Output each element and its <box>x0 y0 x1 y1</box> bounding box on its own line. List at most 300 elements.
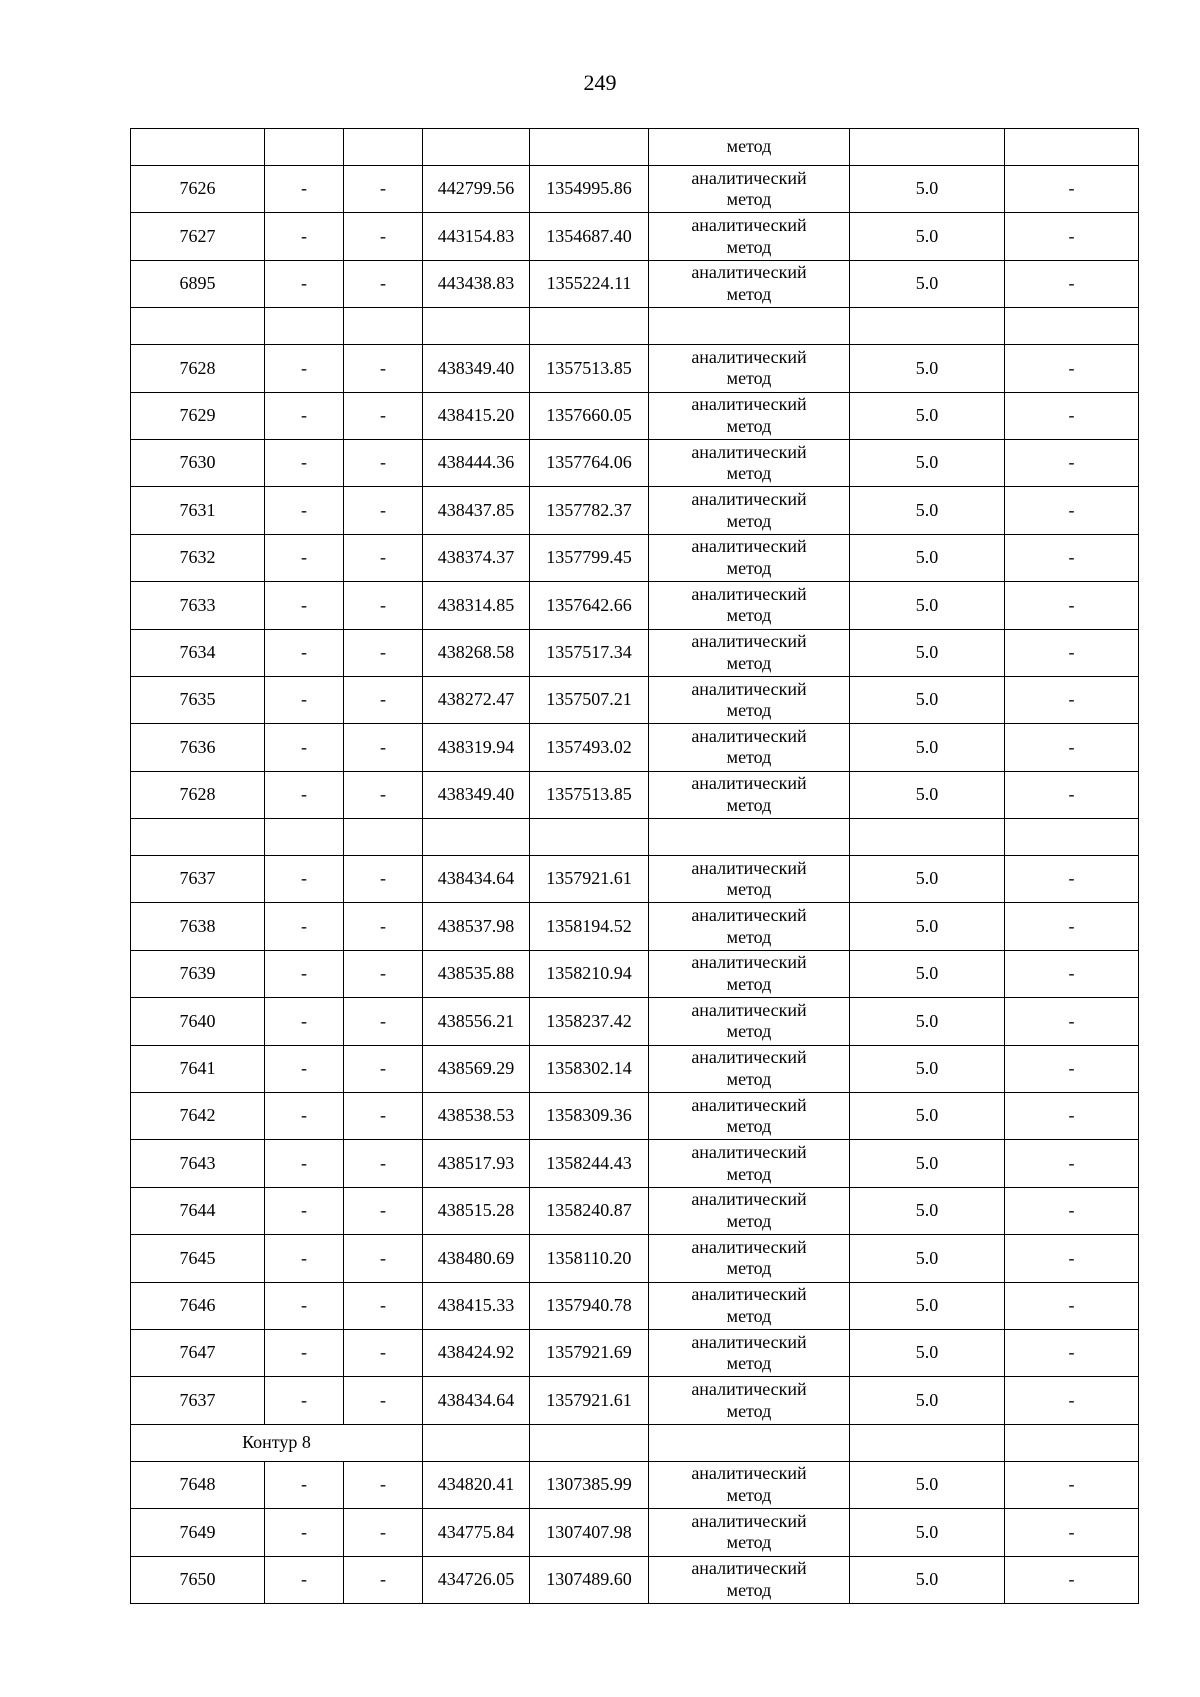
dash-cell: - <box>344 487 423 534</box>
table-row <box>131 1140 1139 1187</box>
method-line: аналитический <box>691 1378 807 1399</box>
method-cell <box>649 260 850 307</box>
point-id-cell: 7628 <box>131 771 265 818</box>
y-coordinate-cell: 1357921.69 <box>530 1329 649 1376</box>
y-coordinate-cell: 1307407.98 <box>530 1509 649 1556</box>
y-coordinate-cell: 1357799.45 <box>530 534 649 581</box>
dash-cell: - <box>265 903 344 950</box>
y-coordinate-cell: 1358302.14 <box>530 1045 649 1092</box>
point-id-cell: 7648 <box>131 1461 265 1508</box>
point-id-cell: 7637 <box>131 856 265 903</box>
method-cell <box>649 629 850 676</box>
dash-cell: - <box>344 392 423 439</box>
table-cell <box>530 129 649 166</box>
y-coordinate-cell: 1307385.99 <box>530 1461 649 1508</box>
accuracy-cell: 5.0 <box>850 771 1005 818</box>
dash-cell: - <box>1005 345 1139 392</box>
y-coordinate-cell: 1358244.43 <box>530 1140 649 1187</box>
x-coordinate-cell: 443438.83 <box>423 260 530 307</box>
point-id-cell: 7627 <box>131 213 265 260</box>
dash-cell: - <box>265 534 344 581</box>
method-line: метод <box>726 1116 772 1137</box>
accuracy-cell: 5.0 <box>850 1187 1005 1234</box>
point-id-cell: 7638 <box>131 903 265 950</box>
dash-cell: - <box>344 345 423 392</box>
method-line: метод <box>726 1305 772 1326</box>
accuracy-cell: 5.0 <box>850 392 1005 439</box>
dash-cell: - <box>265 166 344 213</box>
method-cell <box>649 1187 850 1234</box>
dash-cell: - <box>265 1461 344 1508</box>
table-row <box>131 1235 1139 1282</box>
method-line: метод <box>726 510 772 531</box>
accuracy-cell: 5.0 <box>850 1140 1005 1187</box>
y-coordinate-cell: 1307489.60 <box>530 1556 649 1603</box>
table-cell <box>344 308 423 345</box>
point-id-cell: 7636 <box>131 724 265 771</box>
method-cell <box>649 392 850 439</box>
method-cell <box>649 439 850 486</box>
table-row <box>131 1377 1139 1424</box>
method-cell <box>649 345 850 392</box>
dash-cell: - <box>1005 487 1139 534</box>
dash-cell: - <box>344 1235 423 1282</box>
y-coordinate-cell: 1357513.85 <box>530 771 649 818</box>
point-id-cell: 7628 <box>131 345 265 392</box>
method-cell <box>649 724 850 771</box>
dash-cell: - <box>265 1329 344 1376</box>
point-id-cell: 7644 <box>131 1187 265 1234</box>
y-coordinate-cell: 1354995.86 <box>530 166 649 213</box>
x-coordinate-cell: 443154.83 <box>423 213 530 260</box>
dash-cell: - <box>1005 771 1139 818</box>
y-coordinate-cell: 1357660.05 <box>530 392 649 439</box>
method-cell <box>649 166 850 213</box>
method-line: аналитический <box>691 1189 807 1210</box>
method-cell <box>649 771 850 818</box>
dash-cell: - <box>1005 213 1139 260</box>
accuracy-cell: 5.0 <box>850 950 1005 997</box>
table-row <box>131 629 1139 676</box>
x-coordinate-cell: 438444.36 <box>423 439 530 486</box>
accuracy-cell: 5.0 <box>850 1556 1005 1603</box>
table-cell <box>850 308 1005 345</box>
method-line: метод <box>726 1068 772 1089</box>
method-line: метод <box>726 189 772 210</box>
point-id-cell: 7637 <box>131 1377 265 1424</box>
accuracy-cell: 5.0 <box>850 1045 1005 1092</box>
dash-cell: - <box>344 676 423 723</box>
x-coordinate-cell: 438515.28 <box>423 1187 530 1234</box>
x-coordinate-cell: 434726.05 <box>423 1556 530 1603</box>
dash-cell: - <box>344 1140 423 1187</box>
method-line: аналитический <box>691 346 807 367</box>
method-cell <box>649 1140 850 1187</box>
accuracy-cell: 5.0 <box>850 534 1005 581</box>
dash-cell: - <box>265 629 344 676</box>
table-row <box>131 903 1139 950</box>
method-line: метод <box>726 1021 772 1042</box>
accuracy-cell: 5.0 <box>850 1461 1005 1508</box>
accuracy-cell: 5.0 <box>850 166 1005 213</box>
x-coordinate-cell: 438349.40 <box>423 345 530 392</box>
point-id-cell: 7646 <box>131 1282 265 1329</box>
dash-cell: - <box>1005 1509 1139 1556</box>
dash-cell: - <box>1005 1093 1139 1140</box>
dash-cell: - <box>265 1045 344 1092</box>
method-line: аналитический <box>691 1236 807 1257</box>
table-cell <box>265 819 344 856</box>
dash-cell: - <box>344 1329 423 1376</box>
method-line: аналитический <box>691 214 807 235</box>
point-id-cell: 7633 <box>131 582 265 629</box>
y-coordinate-cell: 1357517.34 <box>530 629 649 676</box>
y-coordinate-cell: 1358210.94 <box>530 950 649 997</box>
method-cell <box>649 1045 850 1092</box>
dash-cell: - <box>265 1509 344 1556</box>
table-cell <box>1005 1424 1139 1461</box>
point-id-cell: 7629 <box>131 392 265 439</box>
method-line: метод <box>726 794 772 815</box>
dash-cell: - <box>265 582 344 629</box>
dash-cell: - <box>344 213 423 260</box>
x-coordinate-cell: 438434.64 <box>423 1377 530 1424</box>
method-line: метод <box>726 1211 772 1231</box>
method-cell <box>649 1461 850 1508</box>
contour-label-cell: Контур 8 <box>131 1424 423 1461</box>
method-line: метод <box>726 700 772 721</box>
dash-cell: - <box>1005 392 1139 439</box>
dash-cell: - <box>265 998 344 1045</box>
x-coordinate-cell: 438537.98 <box>423 903 530 950</box>
y-coordinate-cell: 1357493.02 <box>530 724 649 771</box>
dash-cell: - <box>344 629 423 676</box>
table-cell <box>423 308 530 345</box>
dash-cell: - <box>1005 724 1139 771</box>
dash-cell: - <box>1005 856 1139 903</box>
method-line: аналитический <box>691 1047 807 1068</box>
dash-cell: - <box>265 950 344 997</box>
table-row <box>131 676 1139 723</box>
table-row <box>131 1282 1139 1329</box>
method-line: метод <box>726 415 772 436</box>
point-id-cell: 7630 <box>131 439 265 486</box>
separator-row <box>131 819 1139 856</box>
method-cell <box>649 1093 850 1140</box>
dash-cell: - <box>1005 1377 1139 1424</box>
dash-cell: - <box>265 1377 344 1424</box>
y-coordinate-cell: 1357764.06 <box>530 439 649 486</box>
separator-row <box>131 308 1139 345</box>
table-row <box>131 166 1139 213</box>
table-cell <box>423 129 530 166</box>
method-line: аналитический <box>691 488 807 509</box>
method-cell <box>649 1377 850 1424</box>
y-coordinate-cell: 1358237.42 <box>530 998 649 1045</box>
x-coordinate-cell: 438517.93 <box>423 1140 530 1187</box>
method-line: метод <box>726 368 772 389</box>
contour-label-row <box>131 1424 1139 1461</box>
x-coordinate-cell: 442799.56 <box>423 166 530 213</box>
dash-cell: - <box>1005 1461 1139 1508</box>
dash-cell: - <box>1005 1045 1139 1092</box>
x-coordinate-cell: 438314.85 <box>423 582 530 629</box>
table-cell <box>1005 129 1139 166</box>
method-cell <box>649 213 850 260</box>
y-coordinate-cell: 1357921.61 <box>530 1377 649 1424</box>
method-line: аналитический <box>691 394 807 415</box>
method-cell <box>649 998 850 1045</box>
method-line: метод <box>726 974 772 995</box>
table-cell <box>850 819 1005 856</box>
table-cell <box>423 1424 530 1461</box>
dash-cell: - <box>344 724 423 771</box>
dash-cell: - <box>344 1556 423 1603</box>
dash-cell: - <box>265 213 344 260</box>
point-id-cell: 7645 <box>131 1235 265 1282</box>
accuracy-cell: 5.0 <box>850 1282 1005 1329</box>
accuracy-cell: 5.0 <box>850 260 1005 307</box>
method-line: аналитический <box>691 678 807 699</box>
table-row <box>131 724 1139 771</box>
method-line: метод <box>726 1400 772 1421</box>
point-id-cell: 7635 <box>131 676 265 723</box>
x-coordinate-cell: 438415.33 <box>423 1282 530 1329</box>
dash-cell: - <box>1005 1235 1139 1282</box>
y-coordinate-cell: 1358110.20 <box>530 1235 649 1282</box>
table-row <box>131 1093 1139 1140</box>
x-coordinate-cell: 438535.88 <box>423 950 530 997</box>
method-line: метод <box>726 463 772 484</box>
accuracy-cell: 5.0 <box>850 213 1005 260</box>
dash-cell: - <box>344 1461 423 1508</box>
accuracy-cell: 5.0 <box>850 1377 1005 1424</box>
x-coordinate-cell: 438272.47 <box>423 676 530 723</box>
table-row <box>131 1509 1139 1556</box>
table-row <box>131 1556 1139 1603</box>
y-coordinate-cell: 1354687.40 <box>530 213 649 260</box>
point-id-cell: 7647 <box>131 1329 265 1376</box>
method-line: метод <box>726 926 772 947</box>
table-cell <box>649 819 850 856</box>
dash-cell: - <box>265 439 344 486</box>
accuracy-cell: 5.0 <box>850 856 1005 903</box>
method-cell: метод <box>649 129 850 166</box>
table-cell <box>530 819 649 856</box>
method-line: аналитический <box>691 773 807 794</box>
table-cell <box>1005 308 1139 345</box>
table-cell <box>530 1424 649 1461</box>
point-id-cell: 7642 <box>131 1093 265 1140</box>
dash-cell: - <box>344 1045 423 1092</box>
x-coordinate-cell: 438480.69 <box>423 1235 530 1282</box>
accuracy-cell: 5.0 <box>850 439 1005 486</box>
method-cell <box>649 487 850 534</box>
dash-cell: - <box>1005 1140 1139 1187</box>
y-coordinate-cell: 1355224.11 <box>530 260 649 307</box>
method-line: аналитический <box>691 1558 807 1579</box>
method-line: метод <box>726 1163 772 1184</box>
dash-cell: - <box>344 439 423 486</box>
y-coordinate-cell: 1357921.61 <box>530 856 649 903</box>
method-cell <box>649 676 850 723</box>
dash-cell: - <box>344 903 423 950</box>
table-row <box>131 1329 1139 1376</box>
x-coordinate-cell: 438415.20 <box>423 392 530 439</box>
dash-cell: - <box>344 1282 423 1329</box>
method-line: аналитический <box>691 1331 807 1352</box>
dash-cell: - <box>1005 166 1139 213</box>
dash-cell: - <box>344 166 423 213</box>
point-id-cell: 7639 <box>131 950 265 997</box>
dash-cell: - <box>265 856 344 903</box>
method-line: аналитический <box>691 952 807 973</box>
dash-cell: - <box>265 1140 344 1187</box>
accuracy-cell: 5.0 <box>850 1329 1005 1376</box>
method-line: аналитический <box>691 857 807 878</box>
y-coordinate-cell: 1358240.87 <box>530 1187 649 1234</box>
table-cell <box>649 308 850 345</box>
dash-cell: - <box>265 392 344 439</box>
table-cell <box>131 819 265 856</box>
table-row <box>131 345 1139 392</box>
method-cell <box>649 856 850 903</box>
method-cell <box>649 950 850 997</box>
method-line: метод <box>726 1353 772 1374</box>
dash-cell: - <box>265 260 344 307</box>
method-cell <box>649 582 850 629</box>
y-coordinate-cell: 1357940.78 <box>530 1282 649 1329</box>
accuracy-cell: 5.0 <box>850 1235 1005 1282</box>
method-cell <box>649 1509 850 1556</box>
table-row <box>131 856 1139 903</box>
table-row <box>131 950 1139 997</box>
dash-cell: - <box>344 950 423 997</box>
y-coordinate-cell: 1357642.66 <box>530 582 649 629</box>
table-row <box>131 771 1139 818</box>
method-line: метод <box>726 1579 772 1600</box>
dash-cell: - <box>344 998 423 1045</box>
x-coordinate-cell: 438569.29 <box>423 1045 530 1092</box>
y-coordinate-cell: 1357507.21 <box>530 676 649 723</box>
table-body <box>131 129 1139 1604</box>
method-line: аналитический <box>691 583 807 604</box>
coordinates-table <box>130 128 1139 1604</box>
method-line: метод <box>726 1532 772 1553</box>
x-coordinate-cell: 438434.64 <box>423 856 530 903</box>
method-line: аналитический <box>691 999 807 1020</box>
accuracy-cell: 5.0 <box>850 724 1005 771</box>
dash-cell: - <box>1005 1282 1139 1329</box>
dash-cell: - <box>1005 1329 1139 1376</box>
dash-cell: - <box>1005 950 1139 997</box>
x-coordinate-cell: 434775.84 <box>423 1509 530 1556</box>
method-line: аналитический <box>691 1142 807 1163</box>
dash-cell: - <box>344 1187 423 1234</box>
method-line: аналитический <box>691 1510 807 1531</box>
table-row <box>131 260 1139 307</box>
x-coordinate-cell: 434820.41 <box>423 1461 530 1508</box>
dash-cell: - <box>344 856 423 903</box>
dash-cell: - <box>1005 676 1139 723</box>
table-cell <box>530 308 649 345</box>
method-line: метод <box>726 652 772 673</box>
point-id-cell: 7641 <box>131 1045 265 1092</box>
dash-cell: - <box>1005 582 1139 629</box>
dash-cell: - <box>265 1235 344 1282</box>
x-coordinate-cell: 438424.92 <box>423 1329 530 1376</box>
point-id-cell: 7634 <box>131 629 265 676</box>
dash-cell: - <box>1005 1187 1139 1234</box>
dash-cell: - <box>1005 439 1139 486</box>
x-coordinate-cell: 438374.37 <box>423 534 530 581</box>
dash-cell: - <box>1005 903 1139 950</box>
y-coordinate-cell: 1357782.37 <box>530 487 649 534</box>
table-row <box>131 998 1139 1045</box>
method-line: метод <box>726 283 772 304</box>
dash-cell: - <box>1005 1556 1139 1603</box>
table-cell <box>850 1424 1005 1461</box>
accuracy-cell: 5.0 <box>850 487 1005 534</box>
y-coordinate-cell: 1358309.36 <box>530 1093 649 1140</box>
dash-cell: - <box>265 724 344 771</box>
point-id-cell: 7626 <box>131 166 265 213</box>
method-line: метод <box>726 1484 772 1505</box>
dash-cell: - <box>1005 998 1139 1045</box>
page-number: 249 <box>583 70 617 95</box>
method-line: метод <box>726 557 772 578</box>
table-cell <box>265 129 344 166</box>
accuracy-cell: 5.0 <box>850 1093 1005 1140</box>
x-coordinate-cell: 438268.58 <box>423 629 530 676</box>
method-line: аналитический <box>691 725 807 746</box>
dash-cell: - <box>265 1187 344 1234</box>
dash-cell: - <box>344 1509 423 1556</box>
method-line: аналитический <box>691 1284 807 1305</box>
point-id-cell: 7640 <box>131 998 265 1045</box>
table-row <box>131 392 1139 439</box>
method-cell <box>649 903 850 950</box>
method-cell <box>649 1282 850 1329</box>
table-row <box>131 1187 1139 1234</box>
accuracy-cell: 5.0 <box>850 345 1005 392</box>
accuracy-cell: 5.0 <box>850 582 1005 629</box>
method-cell <box>649 1556 850 1603</box>
table-row <box>131 582 1139 629</box>
dash-cell: - <box>1005 534 1139 581</box>
method-line: аналитический <box>691 441 807 462</box>
table-cell <box>265 308 344 345</box>
dash-cell: - <box>265 1282 344 1329</box>
dash-cell: - <box>1005 629 1139 676</box>
method-line: метод <box>726 236 772 257</box>
point-id-cell: 7643 <box>131 1140 265 1187</box>
x-coordinate-cell: 438319.94 <box>423 724 530 771</box>
x-coordinate-cell: 438538.53 <box>423 1093 530 1140</box>
accuracy-cell: 5.0 <box>850 998 1005 1045</box>
method-line: аналитический <box>691 167 807 188</box>
accuracy-cell: 5.0 <box>850 903 1005 950</box>
dash-cell: - <box>265 1093 344 1140</box>
table-cell <box>344 129 423 166</box>
dash-cell: - <box>265 676 344 723</box>
method-cell <box>649 1235 850 1282</box>
point-id-cell: 6895 <box>131 260 265 307</box>
table-cell <box>344 819 423 856</box>
point-id-cell: 7631 <box>131 487 265 534</box>
y-coordinate-cell: 1357513.85 <box>530 345 649 392</box>
method-line: аналитический <box>691 536 807 557</box>
